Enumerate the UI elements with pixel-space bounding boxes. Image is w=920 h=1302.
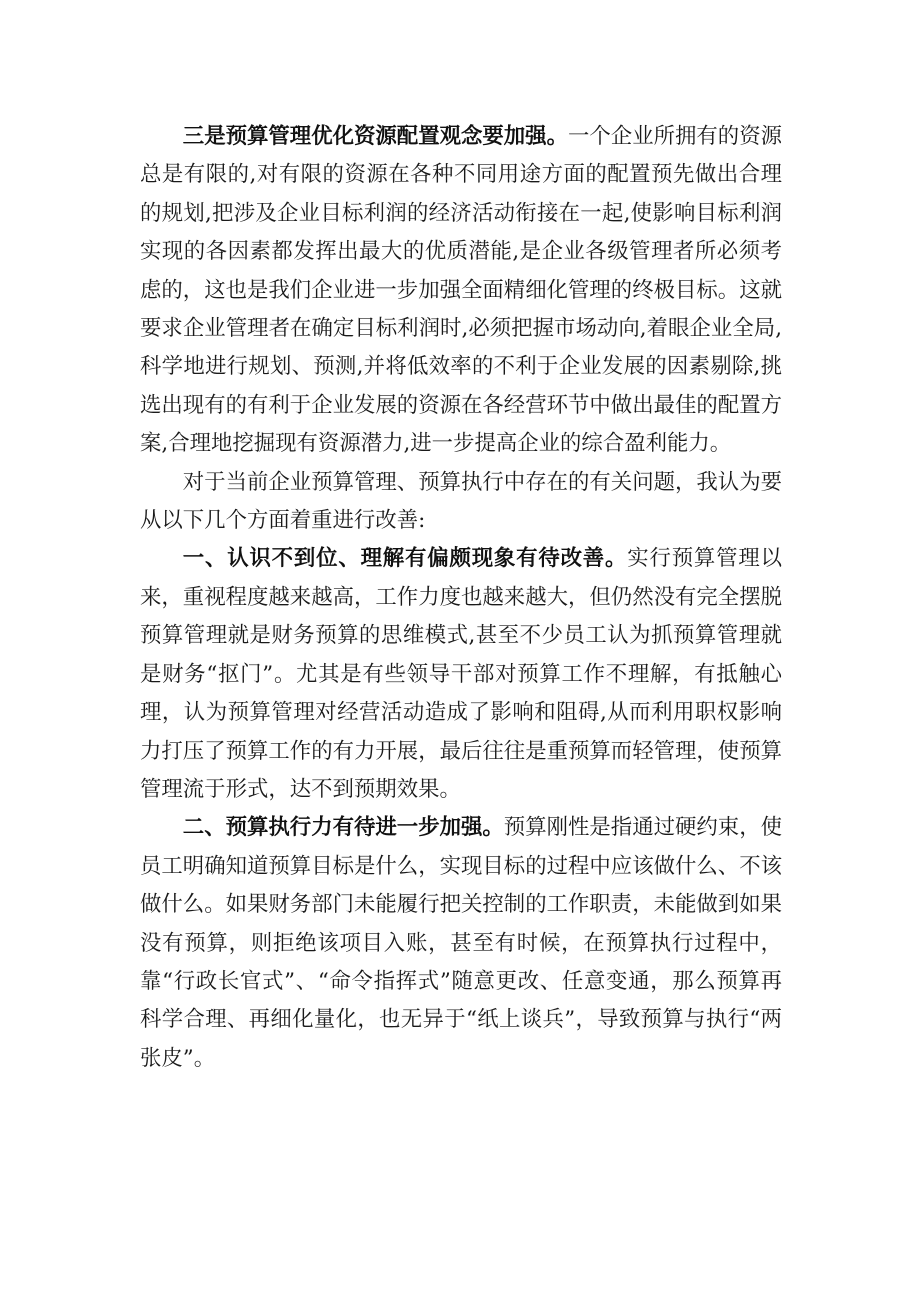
paragraph-heading: 一、认识不到位、理解有偏颇现象有待改善。: [182, 546, 628, 572]
paragraph-text: 实行预算管理以来，重视程度越来越高，工作力度也越来越大，但仍然没有完全摆脱预算管理就是财务预算的思维模式,甚至不少员工认为抓预算管理就是财务“抠门”。尤其是有些领导干部对预算工作不理解，有抵触心理，认为预算管理对经营活动造成了影响和阻碍,从而利用职权影响力打压了预算工作的有力开展，最后往往是重预算而轻管理，使预算管理流于形式，达不到预期效果。: [140, 546, 782, 802]
paragraph-intro: [140, 464, 782, 541]
paragraph-text: 预算刚性是指通过硬约束，使员工明确知道预算目标是什么，实现目标的过程中应该做什么、不该做什么。如果财务部门未能履行把关控制的工作职责，未能做到如果没有预算，则拒绝该项目入账，甚至有时候，在预算执行过程中，靠“行政长官式”、“命令指挥式”随意更改、任意变通，那么预算再科学合理、再细化量化，也无异于“纸上谈兵”，导致预算与执行“两张皮”。: [140, 815, 782, 1071]
paragraph-execution: [140, 809, 782, 1078]
paragraph-heading: 二、预算执行力有待进一步加强。: [182, 815, 504, 841]
paragraph-heading: 三是预算管理优化资源配置观念要加强。: [182, 124, 568, 149]
document-body: [140, 118, 782, 1078]
paragraph-text: 一个企业所拥有的资源总是有限的,对有限的资源在各种不同用途方面的配置预先做出合理的规划,把涉及企业目标利润的经济活动衔接在一起,使影响目标利润实现的各因素都发挥出最大的优质潜能,是企业各级管理者所必须考虑的，这也是我们企业进一步加强全面精细化管理的终极目标。这就要求企业管理者在确定目标利润时,必须把握市场动向,着眼企业全局,科学地进行规划、预测,并将低效率的不利于企业发展的因素剔除,挑选出现有的有利于企业发展的资源在各经营环节中做出最佳的配置方案,合理地挖掘现有资源潜力,进一步提高企业的综合盈利能力。: [140, 124, 782, 457]
paragraph-text: 对于当前企业预算管理、预算执行中存在的有关问题，我认为要从以下几个方面着重进行改善:: [140, 469, 782, 534]
paragraph-resource-allocation: [140, 118, 782, 464]
paragraph-understanding: [140, 540, 782, 809]
